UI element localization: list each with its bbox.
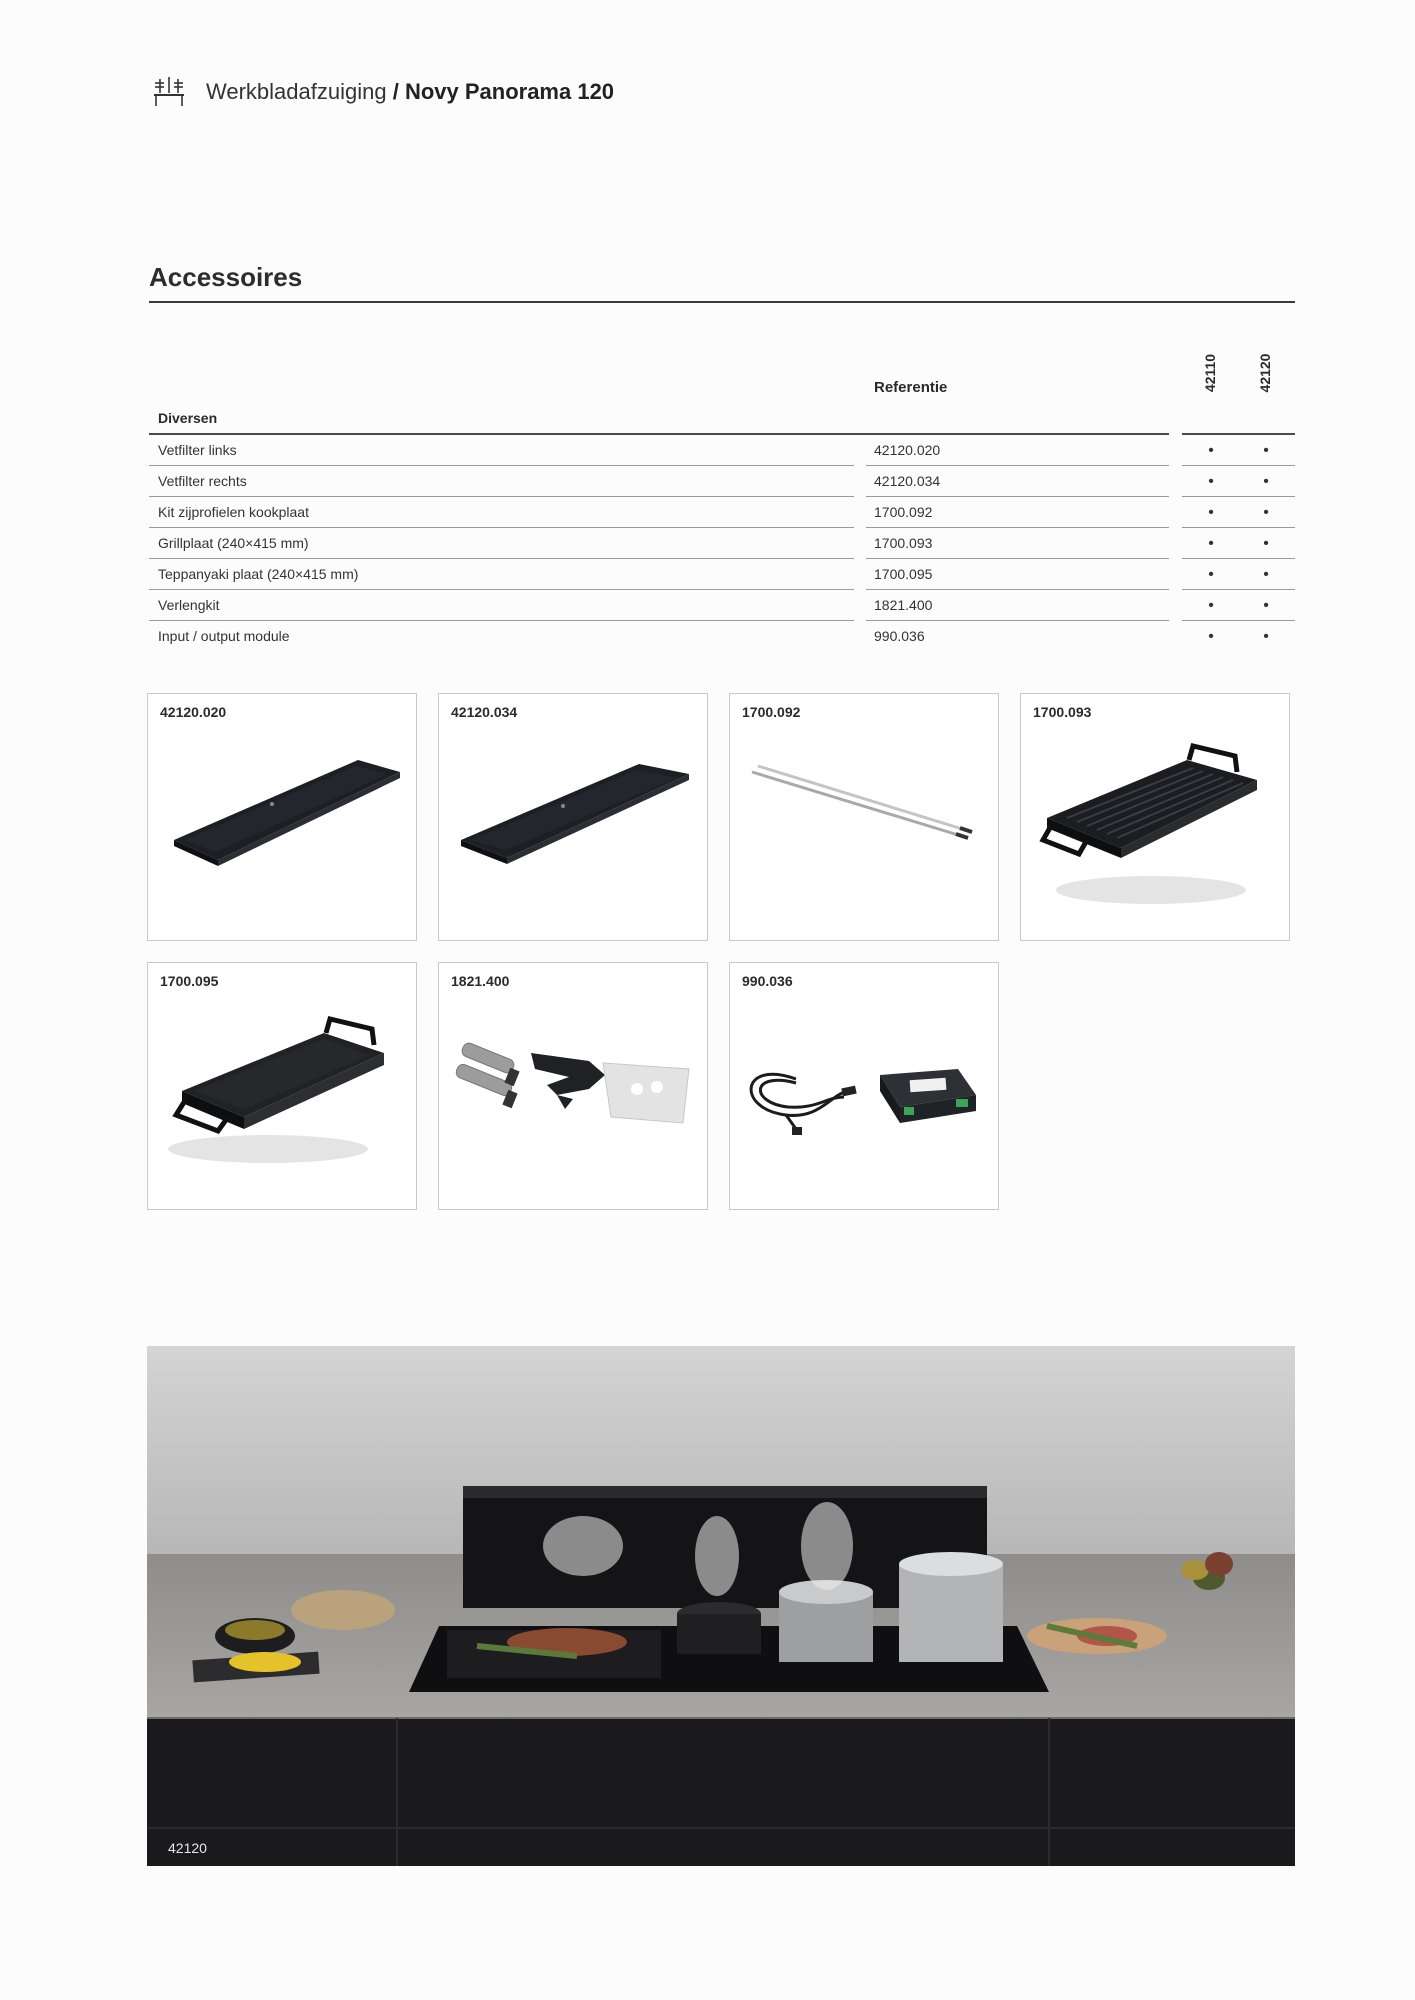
- breadcrumb-separator: /: [386, 79, 405, 104]
- grill-plate-image: [1021, 730, 1291, 938]
- grease-filter-right-image: [439, 730, 709, 938]
- model-header-42120: 42120: [1257, 353, 1273, 393]
- product-code: 990.036: [742, 973, 793, 989]
- table-row: [0, 528, 1415, 559]
- availability-42120: •: [1263, 597, 1269, 614]
- extension-kit-image: [439, 999, 709, 1207]
- row-name: Vetfilter links: [158, 442, 237, 458]
- page-header: [152, 74, 614, 110]
- section-divider: [149, 301, 1295, 303]
- availability-42120: •: [1263, 566, 1269, 583]
- availability-42110: •: [1208, 566, 1214, 583]
- teppanyaki-plate-image: [148, 999, 418, 1207]
- table-row: [0, 466, 1415, 497]
- model-header-42110: 42110: [1202, 353, 1218, 393]
- photo-caption: 42120: [168, 1840, 207, 1856]
- availability-42120: •: [1263, 535, 1269, 552]
- table-row: [0, 559, 1415, 590]
- side-profile-kit-image: [730, 730, 1000, 938]
- availability-42110: •: [1208, 442, 1214, 459]
- availability-42120: •: [1263, 628, 1269, 645]
- row-reference: 42120.034: [874, 473, 941, 489]
- availability-42110: •: [1208, 597, 1214, 614]
- section-title: Accessoires: [149, 262, 303, 292]
- breadcrumb-category: Werkbladafzuiging: [206, 79, 387, 104]
- row-name: Vetfilter rechts: [158, 473, 247, 489]
- product-code: 1821.400: [451, 973, 510, 989]
- availability-42120: •: [1263, 442, 1269, 459]
- product-code: 1700.093: [1033, 704, 1092, 720]
- availability-42110: •: [1208, 628, 1214, 645]
- table-row: [0, 435, 1415, 466]
- row-reference: 990.036: [874, 628, 925, 644]
- product-code: 1700.095: [160, 973, 219, 989]
- row-reference: 1821.400: [874, 597, 933, 613]
- group-header: Diversen: [158, 410, 218, 426]
- input-output-module-image: [730, 999, 1000, 1207]
- row-reference: 1700.092: [874, 504, 933, 520]
- product-card: [438, 962, 708, 1210]
- row-reference: 42120.020: [874, 442, 941, 458]
- product-card: [147, 962, 417, 1210]
- product-card: [147, 693, 417, 941]
- grease-filter-left-image: [148, 730, 418, 938]
- product-card: [1020, 693, 1290, 941]
- product-card: [729, 693, 999, 941]
- kitchen-photo: [147, 1346, 1295, 1866]
- product-card: [438, 693, 708, 941]
- row-name: Verlengkit: [158, 597, 220, 613]
- row-name: Kit zijprofielen kookplaat: [158, 504, 309, 520]
- reference-header: Referentie: [874, 379, 948, 396]
- breadcrumb: [206, 79, 614, 105]
- product-card: [729, 962, 999, 1210]
- breadcrumb-product: Novy Panorama 120: [404, 79, 615, 104]
- row-reference: 1700.095: [874, 566, 933, 582]
- availability-42110: •: [1208, 504, 1214, 521]
- row-name: Input / output module: [158, 628, 290, 644]
- table-row: [0, 590, 1415, 621]
- kitchen-scene-image: [147, 1346, 1295, 1866]
- availability-42120: •: [1263, 504, 1269, 521]
- product-code: 42120.034: [451, 704, 518, 720]
- availability-42120: •: [1263, 473, 1269, 490]
- row-name: Teppanyaki plaat (240×415 mm): [158, 566, 359, 582]
- row-name: Grillplaat (240×415 mm): [158, 535, 309, 551]
- table-row: [0, 621, 1415, 652]
- availability-42110: •: [1208, 535, 1214, 552]
- table-row: [0, 497, 1415, 528]
- product-code: 42120.020: [160, 704, 227, 720]
- downdraft-hood-icon: [152, 75, 186, 109]
- row-reference: 1700.093: [874, 535, 933, 551]
- product-code: 1700.092: [742, 704, 801, 720]
- availability-42110: •: [1208, 473, 1214, 490]
